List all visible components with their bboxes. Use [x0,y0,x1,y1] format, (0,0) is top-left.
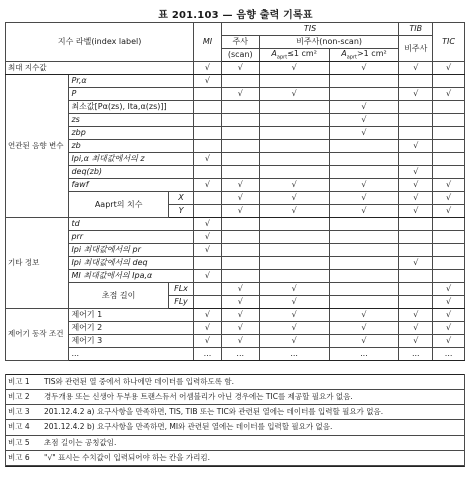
check-cell [221,140,259,153]
check-cell: √ [194,270,221,283]
check-cell [399,283,433,296]
check-cell: √ [399,62,433,75]
tic-header: TIC [433,23,465,62]
check-cell: √ [433,309,465,322]
check-cell [259,140,329,153]
aaprt-gt-header: $A_{aprt}>1$ cm² [329,49,399,62]
scan-paren-header: (scan) [221,49,259,62]
row-sublabel: Y [168,205,193,218]
index-label-header: 지수 라벨(index label) [6,23,194,62]
row-label: Ipi 최대값에서의 pr [69,244,194,257]
check-cell: √ [399,205,433,218]
table-row [6,62,465,75]
check-cell: √ [433,205,465,218]
check-cell [329,88,399,101]
check-cell: √ [433,88,465,101]
note-text: TIS와 관련된 열 중에서 하나에만 데이터를 입력하도록 함. [44,377,235,386]
check-cell: √ [329,127,399,140]
table-row [6,101,465,114]
check-cell [433,257,465,270]
check-cell [399,231,433,244]
check-cell: √ [399,335,433,348]
check-cell [221,153,259,166]
check-cell [433,270,465,283]
check-cell [329,75,399,88]
note-key: 비고 4 [8,422,30,432]
note-item [6,374,464,390]
check-cell: √ [194,244,221,257]
check-cell: √ [259,179,329,192]
check-cell: √ [221,335,259,348]
table-row [6,322,465,335]
check-cell: √ [194,153,221,166]
check-cell [399,153,433,166]
table-row [6,270,465,283]
check-cell: √ [399,192,433,205]
check-cell [433,244,465,257]
check-cell: √ [194,322,221,335]
check-cell: √ [399,309,433,322]
check-cell: √ [329,179,399,192]
row-label: zs [69,114,194,127]
table-row [6,140,465,153]
check-cell: √ [259,296,329,309]
check-cell: √ [221,88,259,101]
note-text: 경두개용 또는 신생아 두부용 트랜스듀서 어셈블리가 아닌 경우에는 TIC를 제공할 필요가 없음. [44,392,353,402]
table-row [6,88,465,101]
check-cell [259,101,329,114]
note-text: 201.12.4.2 b) 요구사항을 만족하면, MI와 관련된 열에는 데이터를 입력할 필요가 없음. [44,422,333,432]
check-cell [194,114,221,127]
check-cell [259,231,329,244]
aaprt-le-header: $A_{aprt}\le 1$ cm² [259,49,329,62]
row-group-label: 연관된 음향 변수 [6,75,69,218]
check-cell: √ [433,192,465,205]
check-cell [194,283,221,296]
check-cell: √ [399,166,433,179]
check-cell: ... [399,348,433,361]
check-cell: √ [259,283,329,296]
nonscan-header: 비주사(non-scan) [259,36,399,49]
check-cell: √ [329,335,399,348]
tis-header: TIS [221,23,399,36]
check-cell [221,231,259,244]
check-cell: √ [194,335,221,348]
table-row [6,179,465,192]
check-cell [399,296,433,309]
check-cell [194,140,221,153]
row-group-label: 기타 정보 [6,218,69,309]
check-cell: √ [221,296,259,309]
table-row [6,244,465,257]
check-cell [329,244,399,257]
check-cell: ... [194,348,221,361]
check-cell: √ [433,296,465,309]
check-cell: √ [329,192,399,205]
row-label: 제어기 3 [69,335,194,348]
table-row [6,114,465,127]
row-label: 초점 길이 [69,283,168,309]
check-cell [259,270,329,283]
check-cell: √ [399,179,433,192]
note-item [6,405,464,420]
check-cell: √ [399,322,433,335]
check-cell: √ [221,322,259,335]
table-row [6,231,465,244]
check-cell [221,127,259,140]
check-cell [259,114,329,127]
check-cell [399,218,433,231]
row-label: prr [69,231,194,244]
check-cell: √ [194,179,221,192]
row-label: 제어기 2 [69,322,194,335]
row-label: td [69,218,194,231]
check-cell: √ [259,205,329,218]
row-label: MI 최대값에서의 Ipa,α [69,270,194,283]
check-cell [259,257,329,270]
note-key: 비고 2 [8,392,30,402]
check-cell [433,140,465,153]
table-row [6,166,465,179]
check-cell [399,244,433,257]
row-sublabel: FLx [168,283,193,296]
note-item [6,390,464,405]
check-cell: √ [221,179,259,192]
check-cell [329,270,399,283]
check-cell [399,101,433,114]
row-label: zbp [69,127,194,140]
check-cell [259,244,329,257]
check-cell [194,127,221,140]
check-cell: √ [329,322,399,335]
notes-section [5,374,465,467]
check-cell: ... [329,348,399,361]
check-cell: ... [221,348,259,361]
row-group-label: 최대 지수값 [6,62,194,75]
acoustic-output-table [5,22,465,361]
note-text: "√" 표시는 수치값이 입력되어야 하는 칸을 가리킴. [44,452,211,462]
table-row [6,192,465,205]
note-key: 비고 1 [8,377,30,386]
row-label: 최소값[Pα(zs), Ita,α(zs)]] [69,101,194,114]
table-row [6,283,465,296]
table-row [6,309,465,322]
check-cell [259,153,329,166]
check-cell [329,283,399,296]
check-cell: √ [329,62,399,75]
table-row [6,218,465,231]
check-cell: √ [221,205,259,218]
row-label: Ipi 최대값에서의 deq [69,257,194,270]
row-label: 제어기 1 [69,309,194,322]
check-cell [194,101,221,114]
check-cell: √ [433,179,465,192]
check-cell [329,257,399,270]
check-cell [194,257,221,270]
check-cell: √ [194,75,221,88]
check-cell: √ [259,62,329,75]
scan-header: 주사 [221,36,259,49]
check-cell [433,218,465,231]
check-cell [221,75,259,88]
table-row [6,127,465,140]
check-cell [329,153,399,166]
table-row [6,348,465,361]
check-cell [399,114,433,127]
check-cell [194,166,221,179]
check-cell [433,127,465,140]
check-cell: √ [259,335,329,348]
check-cell [194,205,221,218]
row-sublabel: X [168,192,193,205]
note-item [6,436,464,451]
check-cell: √ [433,335,465,348]
check-cell [329,140,399,153]
table-title: 표 201.103 — 음향 출력 기록표 [158,10,313,21]
check-cell [433,101,465,114]
check-cell: √ [329,309,399,322]
table-row [6,335,465,348]
check-cell [221,218,259,231]
check-cell [194,192,221,205]
check-cell: √ [259,88,329,101]
note-key: 비고 6 [8,452,30,462]
check-cell: √ [399,257,433,270]
check-cell [433,75,465,88]
check-cell [329,218,399,231]
check-cell [433,114,465,127]
check-cell: √ [433,322,465,335]
check-cell [399,270,433,283]
check-cell: √ [329,205,399,218]
check-cell [399,75,433,88]
check-cell [433,166,465,179]
check-cell [329,296,399,309]
check-cell [194,88,221,101]
check-cell [221,257,259,270]
note-key: 비고 5 [8,437,30,447]
check-cell: √ [399,140,433,153]
check-cell [433,153,465,166]
check-cell: √ [259,309,329,322]
check-cell: √ [399,88,433,101]
check-cell [221,244,259,257]
check-cell: √ [433,62,465,75]
check-cell [259,127,329,140]
check-cell [329,231,399,244]
check-cell [221,101,259,114]
row-group-label: 제어기 동작 조건 [6,309,69,361]
row-label: zb [69,140,194,153]
mi-header: MI [194,23,221,62]
table-row [6,153,465,166]
table-row [6,257,465,270]
check-cell [221,166,259,179]
check-cell [329,166,399,179]
check-cell: √ [221,309,259,322]
check-cell: √ [329,114,399,127]
note-text: 초점 길이는 공칭값임. [44,437,117,447]
check-cell: √ [433,283,465,296]
row-label: Pr,α [69,75,194,88]
row-label: fawf [69,179,194,192]
check-cell: √ [329,101,399,114]
check-cell: √ [194,218,221,231]
note-text: 201.12.4.2 a) 요구사항을 만족하면, TIS, TIB 또는 TIC와 관련된 열에는 데이터를 입력할 필요가 없음. [44,407,384,417]
row-label: P [69,88,194,101]
row-label: Aaprt의 치수 [69,192,168,218]
check-cell [399,127,433,140]
check-cell: √ [259,192,329,205]
note-item [6,451,464,466]
check-cell: √ [259,322,329,335]
note-item [6,420,464,435]
check-cell: √ [221,192,259,205]
check-cell: √ [221,283,259,296]
check-cell: √ [194,231,221,244]
check-cell [259,75,329,88]
check-cell: ... [259,348,329,361]
check-cell: ... [433,348,465,361]
row-label: ... [69,348,194,361]
check-cell: √ [221,62,259,75]
check-cell [259,218,329,231]
check-cell [221,270,259,283]
check-cell: √ [194,309,221,322]
table-row [6,75,465,88]
tib-nonscan-header: 비주사 [399,36,433,62]
check-cell [194,296,221,309]
row-sublabel: FLy [168,296,193,309]
check-cell [221,114,259,127]
row-label: Ipi,α 최대값에서의 z [69,153,194,166]
check-cell: √ [194,62,221,75]
row-label: deq(zb) [69,166,194,179]
tib-header: TIB [399,23,433,36]
note-key: 비고 3 [8,407,30,417]
check-cell [433,231,465,244]
check-cell [259,166,329,179]
